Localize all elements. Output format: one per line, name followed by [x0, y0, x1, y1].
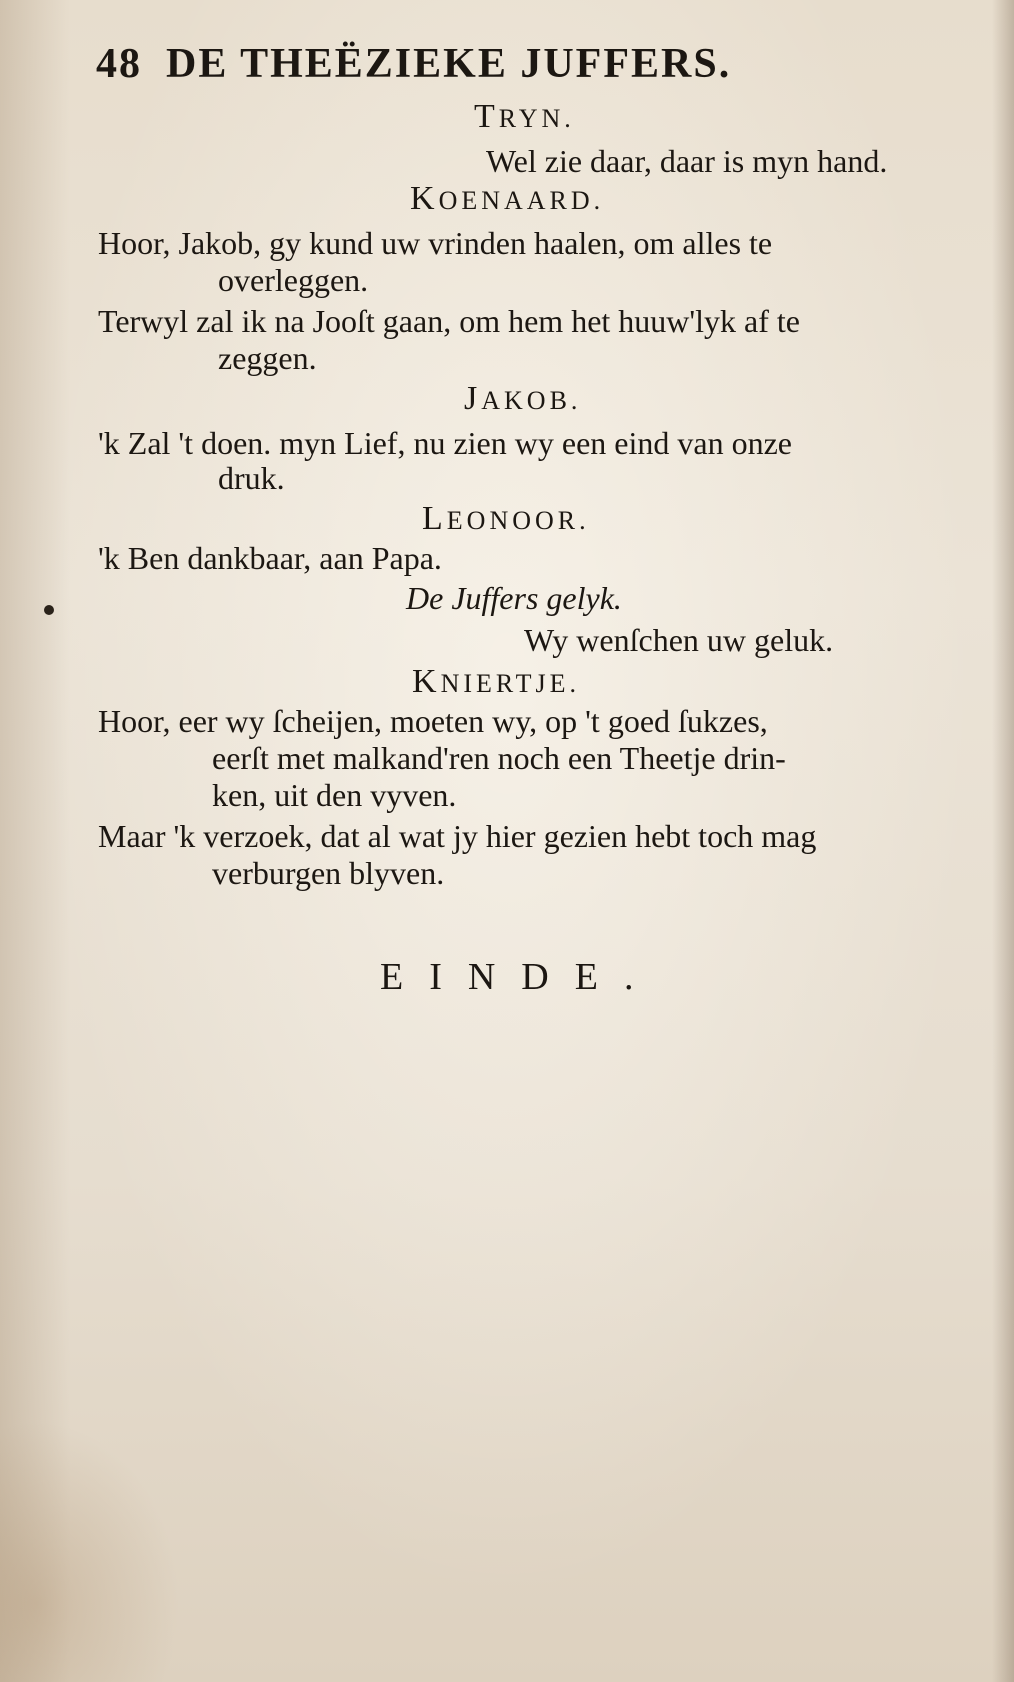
speaker-name: KOENAARD.: [410, 180, 605, 217]
verse-line: Terwyl zal ik na Jooſt gaan, om hem het huuw'lyk af te: [98, 303, 800, 339]
speaker-name: KNIERTJE.: [412, 663, 581, 700]
verse-line: Hoor, Jakob, gy kund uw vrinden haalen, om alles te: [98, 225, 773, 261]
verse-line: druk.: [218, 460, 285, 496]
page-number: 48: [96, 41, 142, 87]
speaker-name: LEONOOR.: [422, 500, 590, 537]
ink-dot: [44, 605, 54, 615]
running-header: [96, 40, 731, 88]
verse-line: 'k Ben dankbaar, aan Papa.: [98, 540, 442, 576]
speaker-name: JAKOB.: [464, 380, 582, 417]
verse-line: Maar 'k verzoek, dat al wat jy hier gezien hebt toch mag: [98, 818, 817, 854]
verse-line: overleggen.: [218, 262, 369, 298]
verse-line: Wy wenſchen uw geluk.: [524, 622, 834, 658]
speaker-name: TRYN.: [474, 98, 575, 135]
verse-line: 'k Zal 't doen. myn Lief, nu zien wy een eind van onze: [98, 425, 792, 461]
verse-line: zeggen.: [218, 340, 317, 376]
einde-mark: EINDE.: [380, 956, 660, 998]
verse-line: ken, uit den vyven.: [212, 777, 457, 813]
page-edge-shadow-right: [992, 0, 1014, 1682]
verse-line: verburgen blyven.: [212, 855, 445, 891]
verse-line: Hoor, eer wy ſcheijen, moeten wy, op 't goed ſukzes,: [98, 703, 768, 739]
verse-line: eerſt met malkand'ren noch een Theetje drin-: [212, 740, 786, 776]
paper-stain: [0, 1420, 180, 1682]
stage-direction: De Juffers gelyk.: [406, 580, 622, 616]
running-title: DE THEËZIEKE JUFFERS.: [166, 41, 732, 87]
verse-line: Wel zie daar, daar is myn hand.: [486, 143, 888, 179]
